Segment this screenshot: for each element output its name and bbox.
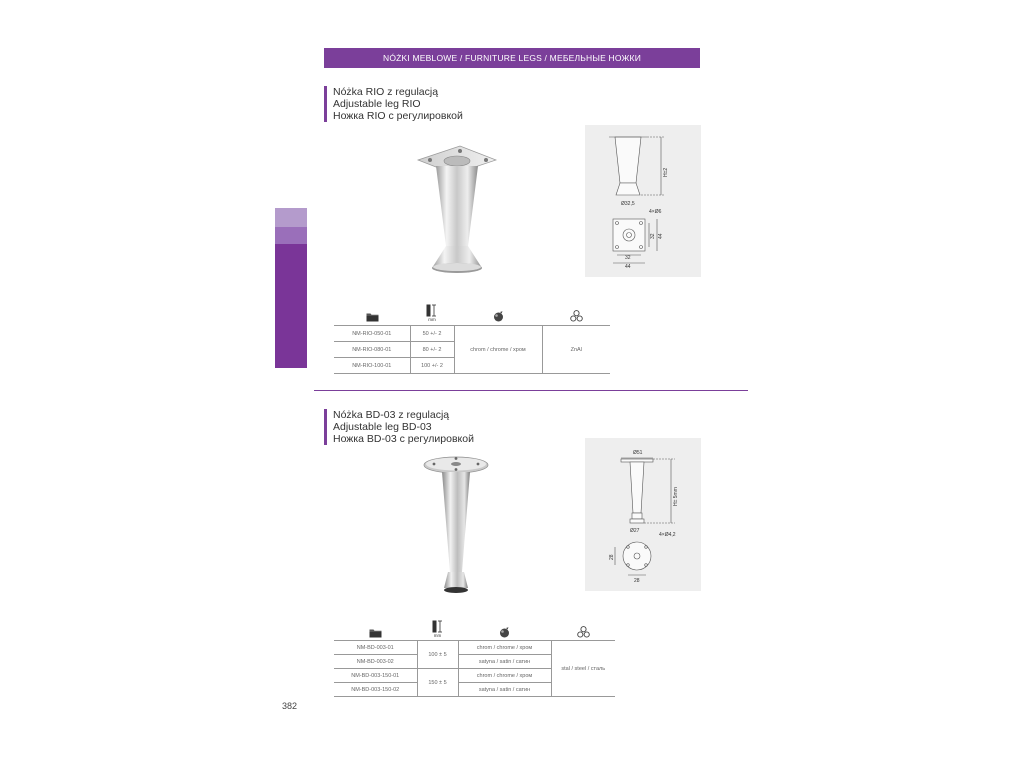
dimension-mm-icon	[417, 620, 458, 638]
finish-value: satyna / satin / сатин	[458, 683, 551, 697]
product-code: NM-BD-003-150-01	[334, 669, 417, 683]
folder-icon	[334, 628, 417, 638]
section-divider	[314, 390, 748, 391]
spec-icons-rio	[334, 302, 610, 322]
section-title: NÓŻKI MEBLOWE / FURNITURE LEGS / МЕБЕЛЬНЫЕ НОЖКИ	[382, 53, 642, 63]
product-title-bd03	[324, 409, 474, 445]
mm-label: mm	[428, 317, 436, 322]
dimension-mm-icon	[410, 304, 454, 322]
spec-icons-bd03	[334, 618, 615, 638]
mm-label: mm	[433, 633, 442, 638]
title-pl: Nóżka RIO z regulacją	[333, 86, 439, 98]
height-value: 150 ± 5	[417, 669, 458, 697]
product-photo-bd03	[420, 452, 492, 602]
material-icon	[542, 310, 610, 322]
title-ru: Ножка RIO с регулировкой	[333, 110, 463, 122]
dim-inner-rio: 32	[650, 233, 656, 239]
dim-outer-rio: 44	[658, 233, 664, 239]
dim-top-bd03: Ø51	[633, 450, 643, 456]
product-code: NM-RIO-050-01	[334, 326, 410, 342]
side-tab-dark	[275, 244, 307, 368]
title-pl: Nóżka BD-03 z regulacją	[333, 409, 450, 421]
finish-value: chrom / chrome / хром	[458, 641, 551, 655]
finish-value: chrom / chrome / хром	[458, 669, 551, 683]
technical-drawing-rio	[585, 125, 701, 277]
dim-base-rio: Ø32,5	[621, 201, 635, 207]
dim-bottom-bd03: Ø27	[630, 528, 640, 534]
product-photo-rio	[412, 142, 502, 282]
height-value: 100 ± 5	[417, 641, 458, 669]
dim-holes-bd03: 4×Ø4,2	[659, 532, 676, 538]
dim-w2-rio: 44	[625, 264, 631, 270]
title-en: Adjustable leg RIO	[333, 98, 421, 110]
section-header	[324, 48, 700, 68]
table-row	[334, 326, 610, 342]
page-number: 382	[282, 701, 298, 711]
dim-height-bd03: H± 5mm	[673, 487, 679, 506]
material-value: stal / steel / сталь	[551, 641, 615, 697]
product-code: NM-BD-003-02	[334, 655, 417, 669]
product-code: NM-BD-003-01	[334, 641, 417, 655]
product-code: NM-BD-003-150-02	[334, 683, 417, 697]
technical-drawing-bd03	[585, 438, 701, 591]
table-row	[334, 641, 615, 655]
dim-base-bd03: 28	[634, 578, 640, 584]
product-code: NM-RIO-080-01	[334, 342, 410, 358]
folder-icon	[334, 312, 410, 322]
dim-height-rio: H±2	[663, 167, 669, 177]
finish-icon	[454, 311, 542, 322]
spec-table-bd03	[334, 640, 615, 697]
finish-value: chrom / chrome / хром	[454, 326, 542, 374]
height-value: 80 +/- 2	[410, 342, 454, 358]
height-value: 100 +/- 2	[410, 358, 454, 374]
side-tab-light	[275, 208, 307, 227]
dim-side-bd03: 28	[609, 554, 615, 560]
product-code: NM-RIO-100-01	[334, 358, 410, 374]
spec-table-rio	[334, 325, 610, 374]
product-title-rio	[324, 86, 463, 122]
dim-holes-rio: 4×Ø6	[649, 209, 662, 215]
material-icon	[551, 626, 615, 638]
dim-w1-rio: 32	[625, 255, 631, 261]
title-ru: Ножка BD-03 с регулировкой	[333, 433, 474, 445]
title-en: Adjustable leg BD-03	[333, 421, 432, 433]
side-tab-mid	[275, 227, 307, 244]
finish-value: satyna / satin / сатин	[458, 655, 551, 669]
height-value: 50 +/- 2	[410, 326, 454, 342]
material-value: ZnAl	[542, 326, 610, 374]
finish-icon	[458, 627, 551, 638]
